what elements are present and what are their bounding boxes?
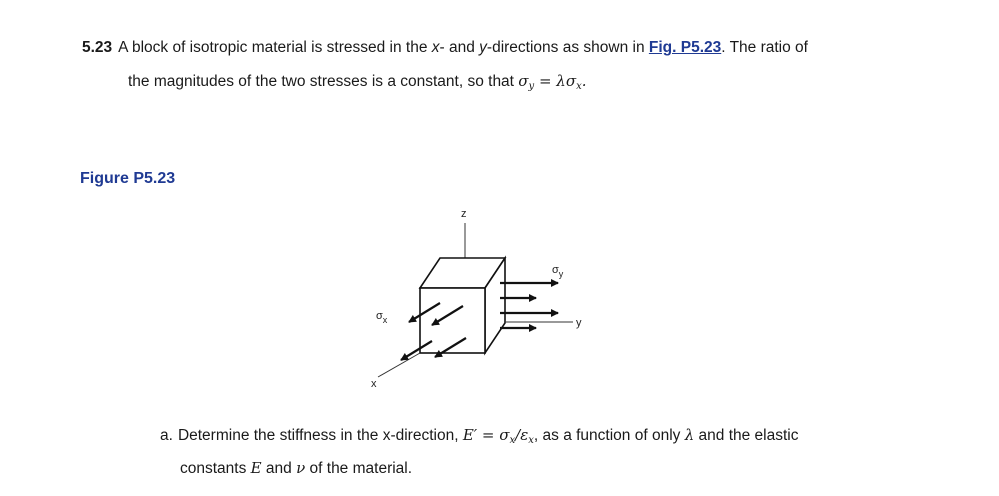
problem-text: . The ratio of: [721, 39, 808, 56]
problem-text: the magnitudes of the two stresses is a constant, so that: [128, 73, 519, 90]
equation-start: E′ = σ: [462, 426, 510, 444]
sigma-symbol: σ: [518, 72, 529, 90]
stress-ratio-equation: [518, 72, 586, 90]
problem-statement-line-1: [82, 38, 808, 58]
equation-middle: = λσ: [534, 72, 577, 90]
y-direction: y: [479, 39, 487, 56]
subscript: x: [576, 81, 582, 92]
part-a-line-2: [180, 458, 412, 479]
equation-end: .: [581, 72, 587, 90]
x-axis-label: x: [371, 378, 377, 390]
stiffness-equation: [463, 426, 534, 444]
part-a-text: and: [261, 460, 297, 477]
lambda-symbol: λ: [684, 426, 695, 444]
figure-link[interactable]: Fig. P5.23: [648, 39, 722, 56]
figure-label: Figure P5.23: [80, 170, 176, 187]
part-a-letter: a.: [160, 427, 173, 444]
subscript: x: [509, 435, 516, 446]
part-a-text: , as a function of only: [533, 427, 685, 444]
subscript: y: [528, 81, 535, 92]
problem-text: A block of isotropic material is stressed in the: [118, 39, 432, 56]
problem-text: - and: [439, 39, 480, 56]
z-axis-label: z: [461, 208, 467, 220]
poisson-ratio-symbol: ν: [296, 459, 306, 477]
equation-middle: /ε: [515, 426, 529, 444]
part-a-line-1: [160, 425, 798, 451]
problem-statement-line-2: [128, 71, 586, 97]
y-axis-label: y: [576, 317, 582, 329]
x-direction: x: [431, 39, 440, 56]
sigma-x-label: $\sigma_x$: [376, 310, 388, 325]
part-a-text: Determine the stiffness in the x-direction,: [177, 427, 463, 444]
part-a-text: constants: [180, 460, 251, 477]
sigma-y-arrows: [500, 283, 558, 328]
problem-number: 5.23: [82, 39, 113, 56]
sigma-y-label: $\sigma_y$: [552, 264, 564, 279]
x-axis-line: [378, 353, 420, 377]
problem-text: -directions as shown in: [486, 39, 649, 56]
elastic-modulus-symbol: E: [250, 459, 262, 477]
part-a-text: of the material.: [305, 460, 413, 477]
part-a-text: and the elastic: [694, 427, 799, 444]
block-stress-figure: [330, 195, 630, 395]
subscript: x: [528, 435, 534, 446]
